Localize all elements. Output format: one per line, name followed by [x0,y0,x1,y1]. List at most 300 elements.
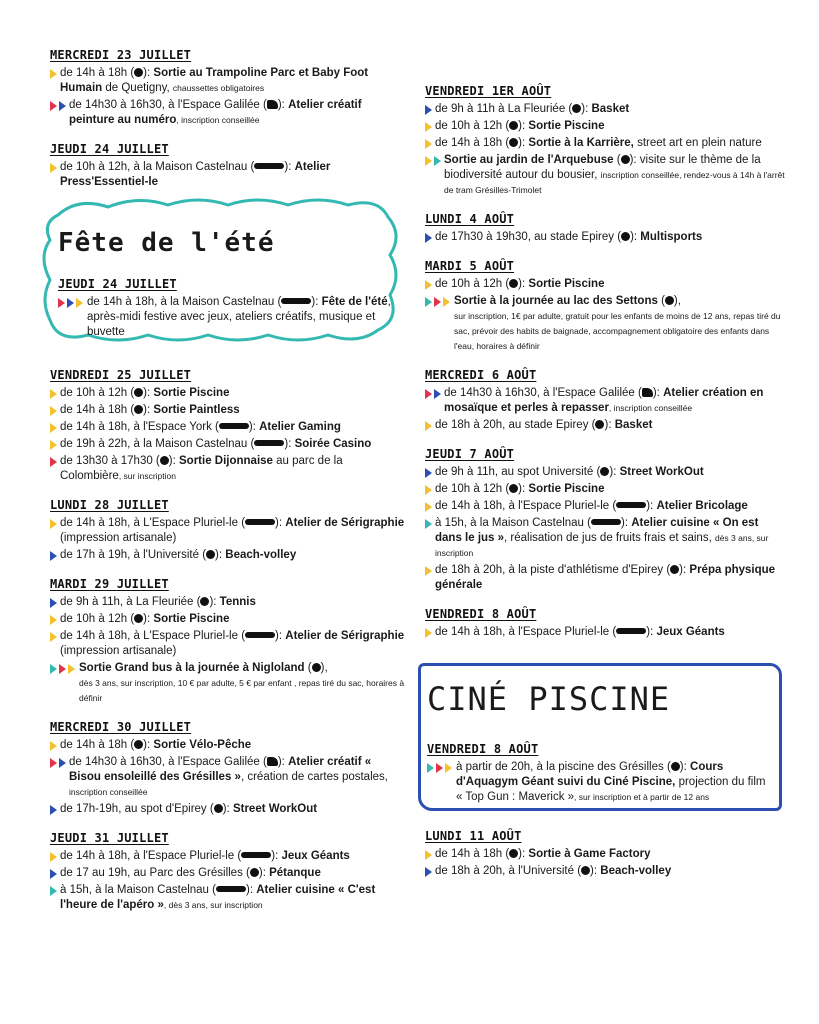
day-heading: LUNDI 4 AOÛT [425,212,515,226]
day-section [50,498,405,563]
bullet-triangle-icon [425,280,432,290]
location-pill-icon [241,852,271,858]
event-text: ): [630,231,641,243]
activity-name: Tennis [219,596,256,608]
bullet-triangle-icon [50,69,57,79]
event-text: ): [679,761,691,773]
location-pill-icon [281,298,311,304]
event-text: au parc de la Colombière [60,455,343,482]
event-text: ): [311,296,322,308]
event-item [50,849,405,864]
activity-name: Street WorkOut [619,466,704,478]
event-item [50,738,405,753]
day-heading: VENDREDI 8 AOÛT [427,742,539,756]
event-text: de 14h à 18h, à L'Espace Pluriel-le ( [60,517,246,529]
event-text: ): [222,803,233,815]
bullet-triangle-icon [434,389,441,399]
event-text: de 14h à 18h ( [60,67,135,79]
event-item [50,454,405,484]
event-text: de 17h à 19h, à l'Université ( [60,549,207,561]
event-text: projection du film « Top Gun : Maverick » [456,776,766,803]
event-text: ( [657,295,665,307]
day-heading: MARDI 29 JUILLET [50,577,169,591]
event-note: chaussettes obligatoires [172,83,265,93]
activity-name: Atelier cuisine « On est dans le jus » [435,517,759,544]
event-item [50,386,405,401]
location-square-icon [267,757,278,766]
event-item [427,760,772,805]
event-text: de 14h30 à 16h30, à l'Espace Galilée ( [444,387,642,399]
bullet-triangle-icon [425,566,432,576]
event-item [50,595,405,610]
location-dot-icon [134,68,143,77]
event-item [425,499,785,514]
event-item [50,802,405,817]
bullet-triangle-icon [425,485,432,495]
location-pill-icon [216,886,246,892]
event-text: , création de cartes postales, [240,771,388,783]
cine-section [427,742,772,807]
event-text: ): [609,466,620,478]
activity-name: Sortie Piscine [153,613,230,625]
fete-section [58,277,398,342]
bullet-triangle-icon [50,519,57,529]
event-text: de 9h à 11h, à La Fleuriée ( [60,596,201,608]
event-note: , inscription conseillée [608,403,693,413]
day-section [50,48,405,128]
bullet-triangle-icon [50,389,57,399]
day-section [425,212,785,245]
event-text: ): [271,850,282,862]
bullet-triangle-icon [50,101,57,111]
location-dot-icon [581,866,590,875]
bullet-triangle-icon [425,297,432,307]
event-text: de 10h à 12h ( [60,613,135,625]
event-text: , après-midi festive avec jeux, ateliers créatifs, musique et buvette [87,296,391,338]
event-note: inscription conseillée [69,787,148,797]
location-dot-icon [509,121,518,130]
location-pill-icon [245,519,275,525]
activity-name: Fête de l'été [321,296,388,308]
bullet-triangle-icon [50,758,57,768]
event-text: de 18h à 20h, à la piste d'athlétisme d'Epirey ( [435,564,671,576]
event-text: de 18h à 20h, au stade Epirey ( [435,419,596,431]
location-dot-icon [509,484,518,493]
event-item [50,403,405,418]
day-heading: JEUDI 7 AOÛT [425,447,515,461]
event-text: ): [518,483,529,495]
event-text: de 9h à 11h, au spot Université ( [435,466,601,478]
event-note: dès 3 ans, sur inscription, 10 € par adulte, 5 € par enfant , repas tiré du sac, horaires à définir [79,678,405,703]
activity-name: Sortie Paintless [153,404,240,416]
activity-name: Beach-volley [600,865,672,877]
event-item [425,136,785,151]
activity-name: Sortie Piscine [528,120,605,132]
cine-title: CINÉ PISCINE [427,680,671,718]
event-text: ): [248,421,260,433]
activity-name: Sortie Piscine [528,278,605,290]
event-text: ): [258,867,270,879]
event-text: de 18h à 20h, à l'Université ( [435,865,582,877]
event-text: ), [320,662,328,674]
activity-name: Atelier créatif peinture au numéro [69,99,362,126]
location-dot-icon [214,804,223,813]
event-text: ): [620,517,632,529]
day-heading: JEUDI 31 JUILLET [50,831,169,845]
activity-name: Atelier création en mosaïque et perles à repasser [444,387,764,414]
event-text: ( [304,662,312,674]
bullet-triangle-icon [434,156,441,166]
bullet-triangle-icon [443,297,450,307]
event-item [425,102,785,117]
event-text: de 17h-19h, au spot d'Epirey ( [60,803,214,815]
bullet-triangle-icon [50,457,57,467]
event-item [425,294,785,354]
left-column [50,48,405,204]
location-dot-icon [621,232,630,241]
day-section [425,259,785,354]
event-text: de 17h30 à 19h30, au stade Epirey ( [435,231,622,243]
event-note: , sur inscription [118,471,176,481]
activity-name: Basket [614,419,653,431]
event-item [425,482,785,497]
fete-title: Fête de l'été [58,228,275,258]
event-note: dès 3 ans, sur inscription [435,533,769,558]
event-item [425,864,785,879]
bullet-triangle-icon [59,664,66,674]
event-text: ): [215,549,226,561]
event-note: sur inscription, 1€ par adulte, gratuit pour les enfants de moins de 12 ans, repas tiré du sac, prévoir des habits de baignade, accompagnement obligatoire des enfants dans l'eau, horaires à définir [454,311,781,351]
right-column-2 [425,829,785,893]
event-item [50,866,405,881]
event-text: de 10h à 12h, à la Maison Castelnau ( [60,161,255,173]
event-text: ): [518,120,529,132]
location-pill-icon [254,163,284,169]
event-item [425,277,785,292]
event-text: de 14h à 18h, à l'Espace Pluriel-le ( [435,626,617,638]
event-note: , sur inscription et à partir de 12 ans [574,792,710,802]
event-item [50,629,405,659]
activity-name: Beach-volley [225,549,297,561]
event-text: de 19h à 22h, à la Maison Castelnau ( [60,438,255,450]
event-text: , réalisation de jus de fruits frais et sains, [504,532,715,544]
activity-name: Soirée Casino [294,438,372,450]
event-text: ): [646,626,657,638]
event-item [50,661,405,706]
event-text: street art en plein nature [633,137,762,149]
activity-name: Cours d'Aquagym Géant suivi du Ciné Piscine, [456,761,724,788]
bullet-triangle-icon [50,664,57,674]
event-text: ): [275,517,286,529]
activity-name: Prépa physique générale [435,564,776,591]
event-text: de 14h à 18h, à l'Espace York ( [60,421,219,433]
event-text: de 9h à 11h à La Fleuriée ( [435,103,573,115]
event-item [425,563,785,593]
location-pill-icon [616,628,646,634]
location-dot-icon [134,388,143,397]
bullet-triangle-icon [50,886,57,896]
event-text: de 14h à 18h ( [60,739,135,751]
day-heading: JEUDI 24 JUILLET [50,142,169,156]
event-text: de 14h à 18h ( [435,137,510,149]
event-item [425,119,785,134]
event-text: ): [143,67,154,79]
activity-name: Sortie à la Karrière, [528,137,634,149]
event-text: à 15h, à la Maison Castelnau ( [435,517,591,529]
bullet-triangle-icon [50,551,57,561]
day-heading: MERCREDI 30 JUILLET [50,720,192,734]
event-item [50,420,405,435]
activity-name: Sortie à la journée au lac des Settons [454,295,658,307]
bullet-triangle-icon [68,664,75,674]
event-item [50,548,405,563]
event-item [50,755,405,800]
event-text: ): [646,500,657,512]
bullet-triangle-icon [76,298,83,308]
event-text: (impression artisanale) [60,532,177,544]
event-text: de 14h à 18h ( [435,848,510,860]
event-text: ): [143,404,154,416]
day-section [425,84,785,198]
event-item [50,98,405,128]
location-dot-icon [312,663,321,672]
location-square-icon [642,388,653,397]
event-text: ): [284,161,295,173]
location-square-icon [267,100,278,109]
event-text: ): [518,137,529,149]
bullet-triangle-icon [425,389,432,399]
event-item [50,66,405,96]
day-heading: MERCREDI 6 AOÛT [425,368,537,382]
event-text: (impression artisanale) [60,645,177,657]
bullet-triangle-icon [59,758,66,768]
activity-name: Atelier cuisine « C'est l'heure de l'apéro » [60,884,376,911]
location-pill-icon [219,423,249,429]
day-heading: LUNDI 28 JUILLET [50,498,169,512]
location-dot-icon [134,614,143,623]
bullet-triangle-icon [425,421,432,431]
day-section [50,368,405,484]
activity-name: Atelier de Sérigraphie [285,517,405,529]
event-item [425,418,785,433]
event-text: de 17 au 19h, au Parc des Grésilles ( [60,867,250,879]
bullet-triangle-icon [425,628,432,638]
location-dot-icon [250,868,259,877]
activity-name: Sortie au jardin de l'Arquebuse [444,154,614,166]
day-section [425,368,785,433]
location-pill-icon [591,519,621,525]
event-item [50,437,405,452]
event-item [425,625,785,640]
day-section [50,720,405,817]
activity-name: Atelier Gaming [259,421,341,433]
event-text: ): visite sur le thème de la biodiversité autour du bousier, [444,154,761,181]
activity-name: Atelier Press'Essentiel-le [60,161,331,188]
event-text: de 14h à 18h ( [60,404,135,416]
event-text: ): [277,99,289,111]
activity-name: Multisports [640,231,703,243]
left-column-2 [50,368,405,927]
event-item [425,386,785,416]
activity-name: Atelier Bricolage [656,500,748,512]
location-dot-icon [600,467,609,476]
event-text: de Quetigny, [102,82,173,94]
event-text: ( [613,154,621,166]
bullet-triangle-icon [50,852,57,862]
activity-name: Pétanque [269,867,321,879]
bullet-triangle-icon [425,139,432,149]
bullet-triangle-icon [434,297,441,307]
event-text: de 14h30 à 16h30, à l'Espace Galilée ( [69,756,267,768]
bullet-triangle-icon [425,468,432,478]
day-section [425,607,785,640]
bullet-triangle-icon [50,598,57,608]
event-text: ): [518,848,529,860]
day-section [425,829,785,879]
event-note: , inscription conseillée [176,115,260,125]
activity-name: Atelier créatif « Bisou ensoleillé des Grésilles » [69,756,372,783]
bullet-triangle-icon [59,101,66,111]
bullet-triangle-icon [50,741,57,751]
location-pill-icon [616,502,646,508]
bullet-triangle-icon [50,869,57,879]
day-heading: VENDREDI 8 AOÛT [425,607,537,621]
event-text: ): [245,884,257,896]
event-text: à partir de 20h, à la piscine des Grésilles ( [456,761,671,773]
day-heading: VENDREDI 25 JUILLET [50,368,192,382]
bullet-triangle-icon [445,763,452,773]
event-item [425,230,785,245]
bullet-triangle-icon [425,105,432,115]
bullet-triangle-icon [50,406,57,416]
location-pill-icon [245,632,275,638]
event-text: de 14h à 18h, à l'Espace Pluriel-le ( [435,500,617,512]
bullet-triangle-icon [425,156,432,166]
event-text: ): [143,387,154,399]
event-text: de 14h30 à 16h30, à l'Espace Galilée ( [69,99,267,111]
activity-name: Atelier de Sérigraphie [285,630,405,642]
activity-name: Sortie Dijonnaise [179,455,273,467]
event-text: de 14h à 18h, à l'Espace Pluriel-le ( [60,850,242,862]
event-item [425,847,785,862]
bullet-triangle-icon [427,763,434,773]
event-text: de 14h à 18h, à L'Espace Pluriel-le ( [60,630,246,642]
right-column [425,84,785,654]
event-note: inscription conseillée, rendez-vous à 14h à l'arrêt de tram Grésilles-Trimolet [444,170,785,195]
location-dot-icon [160,456,169,465]
event-text: de 14h à 18h, à la Maison Castelnau ( [87,296,282,308]
day-section [50,142,405,190]
activity-name: Street WorkOut [232,803,318,815]
bullet-triangle-icon [50,615,57,625]
activity-name: Sortie Grand bus à la journée à Nigloland [79,662,305,674]
activity-name: Jeux Géants [656,626,725,638]
event-item [58,295,398,340]
event-text: de 10h à 12h ( [60,387,135,399]
event-note: , dès 3 ans, sur inscription [163,900,263,910]
event-text: de 13h30 à 17h30 ( [60,455,160,467]
activity-name: Sortie Piscine [528,483,605,495]
event-item [50,160,405,190]
activity-name: Sortie au Trampoline Parc et Baby Foot Humain [60,67,369,94]
event-text: ): [652,387,664,399]
event-text: de 10h à 12h ( [435,483,510,495]
activity-name: Basket [591,103,630,115]
activity-name: Sortie Vélo-Pêche [153,739,252,751]
location-dot-icon [671,762,680,771]
day-heading: MARDI 5 AOÛT [425,259,515,273]
event-text: ): [518,278,529,290]
event-text: à 15h, à la Maison Castelnau ( [60,884,216,896]
event-text: ): [209,596,220,608]
location-dot-icon [509,138,518,147]
event-text: ): [275,630,286,642]
location-dot-icon [206,550,215,559]
location-dot-icon [665,296,674,305]
location-dot-icon [509,279,518,288]
activity-name: Jeux Géants [281,850,350,862]
bullet-triangle-icon [67,298,74,308]
bullet-triangle-icon [425,850,432,860]
location-dot-icon [572,104,581,113]
event-text: ): [604,419,615,431]
event-item [50,612,405,627]
activity-name: Sortie à Game Factory [528,848,651,860]
location-dot-icon [134,740,143,749]
bullet-triangle-icon [436,763,443,773]
event-text: ): [168,455,179,467]
day-heading: LUNDI 11 AOÛT [425,829,522,843]
location-dot-icon [509,849,518,858]
event-text: ): [581,103,592,115]
bullet-triangle-icon [425,502,432,512]
bullet-triangle-icon [50,632,57,642]
activity-name: Sortie Piscine [153,387,230,399]
event-item [425,465,785,480]
event-text: ), [673,295,681,307]
bullet-triangle-icon [425,233,432,243]
event-item [50,883,405,913]
event-text: ): [284,438,295,450]
day-heading: MERCREDI 23 JUILLET [50,48,192,62]
day-heading: JEUDI 24 JUILLET [58,277,177,291]
event-item [50,516,405,546]
location-dot-icon [621,155,630,164]
bullet-triangle-icon [425,867,432,877]
day-section [50,577,405,706]
event-item [425,516,785,561]
event-text: de 10h à 12h ( [435,120,510,132]
event-text: ): [143,739,154,751]
day-section [425,447,785,593]
event-text: ): [679,564,690,576]
location-dot-icon [134,405,143,414]
location-pill-icon [254,440,284,446]
bullet-triangle-icon [50,440,57,450]
event-text: ): [277,756,289,768]
bullet-triangle-icon [425,519,432,529]
day-heading: VENDREDI 1ER AOÛT [425,84,552,98]
bullet-triangle-icon [50,423,57,433]
event-text: ): [143,613,154,625]
event-item [425,153,785,198]
event-text: ): [590,865,601,877]
bullet-triangle-icon [50,805,57,815]
day-section [50,831,405,913]
bullet-triangle-icon [425,122,432,132]
location-dot-icon [670,565,679,574]
bullet-triangle-icon [58,298,65,308]
